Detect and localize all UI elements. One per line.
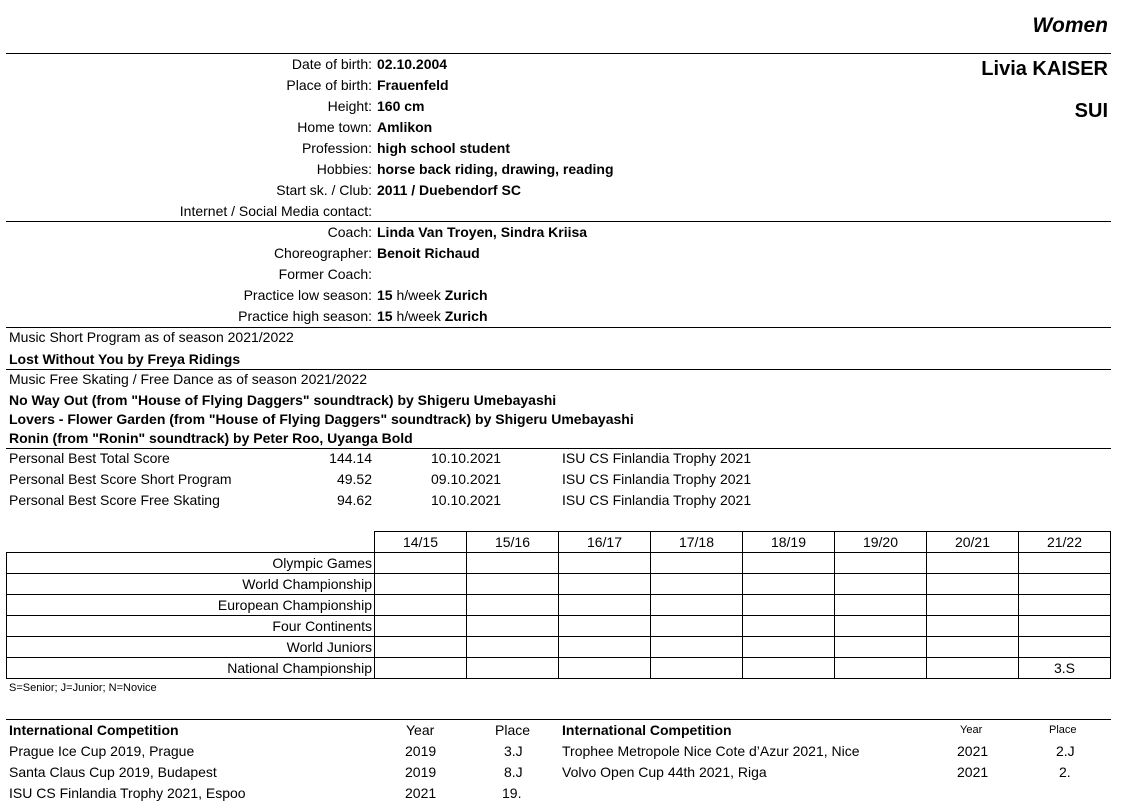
- result-cell: [927, 658, 1019, 679]
- level-legend: S=Senior; J=Junior; N=Novice: [9, 682, 157, 694]
- result-cell: [835, 658, 927, 679]
- dob-label: Date of birth:: [291, 56, 372, 72]
- result-cell: [743, 658, 835, 679]
- championship-label: Olympic Games: [7, 553, 375, 574]
- category-title: Women: [1032, 14, 1108, 37]
- pb-event: ISU CS Finlandia Trophy 2021: [562, 492, 752, 508]
- intl-year: 2021: [957, 743, 989, 759]
- pb-label: Personal Best Score Free Skating: [9, 492, 220, 508]
- intl-place: 3.J: [504, 743, 523, 759]
- result-cell: [927, 553, 1019, 574]
- result-cell: [467, 595, 559, 616]
- result-cell: [375, 574, 467, 595]
- intl-competition: Prague Ice Cup 2019, Prague: [9, 743, 195, 759]
- coach-value: Linda Van Troyen, Sindra Kriisa: [377, 224, 588, 240]
- dob-value: 02.10.2004: [377, 56, 448, 72]
- result-cell: [467, 574, 559, 595]
- result-cell: [467, 658, 559, 679]
- intl-place: 2.J: [1056, 743, 1075, 759]
- height-value: 160 cm: [377, 98, 425, 114]
- sp-music-heading: Music Short Program as of season 2021/2022: [9, 329, 294, 345]
- result-cell: [467, 616, 559, 637]
- result-cell: [927, 616, 1019, 637]
- fs-music-item: No Way Out (from "House of Flying Daggers" soundtrack) by Shigeru Umebayashi: [9, 392, 557, 408]
- result-cell: [1019, 574, 1111, 595]
- pb-event: ISU CS Finlandia Trophy 2021: [562, 450, 752, 466]
- choreographer-value: Benoit Richaud: [377, 245, 480, 261]
- result-cell: [1019, 637, 1111, 658]
- pb-label: Personal Best Score Short Program: [9, 471, 232, 487]
- result-cell: [743, 574, 835, 595]
- fs-music-item: Lovers - Flower Garden (from "House of Flying Daggers" soundtrack) by Shigeru Umebayashi: [9, 411, 634, 427]
- profession-value: high school student: [377, 140, 510, 156]
- club-value: 2011 / Duebendorf SC: [377, 182, 521, 198]
- season-header: 18/19: [743, 532, 835, 553]
- practice-high-value: 15 h/week Zurich: [377, 308, 488, 324]
- result-cell: [1019, 595, 1111, 616]
- former-coach-label: Former Coach:: [278, 266, 372, 282]
- pb-label: Personal Best Total Score: [9, 450, 170, 466]
- intl-place: 8.J: [504, 764, 523, 780]
- season-header: 15/16: [467, 532, 559, 553]
- practice-high-label: Practice high season:: [238, 308, 372, 324]
- championship-label: World Juniors: [7, 637, 375, 658]
- season-header: 16/17: [559, 532, 651, 553]
- result-cell: [1019, 616, 1111, 637]
- result-cell: [559, 574, 651, 595]
- season-header: 19/20: [835, 532, 927, 553]
- divider: [6, 448, 1111, 449]
- hobbies-label: Hobbies:: [316, 161, 372, 177]
- result-cell: [467, 553, 559, 574]
- choreographer-label: Choreographer:: [273, 245, 372, 261]
- pb-score: 144.14: [329, 450, 372, 466]
- intl-year: 2021: [405, 785, 437, 801]
- intl-competition: Volvo Open Cup 44th 2021, Riga: [562, 764, 767, 780]
- pb-date: 10.10.2021: [431, 492, 502, 508]
- pb-event: ISU CS Finlandia Trophy 2021: [562, 471, 752, 487]
- social-label: Internet / Social Media contact:: [179, 203, 372, 219]
- table-row: [7, 574, 1111, 595]
- result-cell: [375, 595, 467, 616]
- result-cell: [651, 595, 743, 616]
- result-cell: [375, 658, 467, 679]
- pb-date: 09.10.2021: [431, 471, 502, 487]
- championship-table: [6, 531, 1111, 679]
- result-cell: [651, 553, 743, 574]
- result-cell: [835, 574, 927, 595]
- intl-header-place: Place: [495, 722, 531, 738]
- result-cell: [375, 616, 467, 637]
- result-cell: [835, 553, 927, 574]
- result-cell: [467, 637, 559, 658]
- intl-header-competition: International Competition: [562, 722, 732, 738]
- result-cell: [375, 637, 467, 658]
- hobbies-value: horse back riding, drawing, reading: [377, 161, 614, 177]
- season-header-row: [7, 532, 1111, 553]
- result-cell: [651, 637, 743, 658]
- result-cell: [927, 574, 1019, 595]
- result-cell: [559, 658, 651, 679]
- hometown-value: Amlikon: [377, 119, 433, 135]
- sp-music-item: Lost Without You by Freya Ridings: [9, 351, 241, 367]
- table-row: [7, 553, 1111, 574]
- result-cell: [927, 595, 1019, 616]
- result-cell: [835, 637, 927, 658]
- result-cell: [743, 595, 835, 616]
- championship-label: National Championship: [7, 658, 375, 679]
- coach-label: Coach:: [327, 224, 372, 240]
- season-header: 17/18: [651, 532, 743, 553]
- championship-label: European Championship: [7, 595, 375, 616]
- result-cell: [743, 616, 835, 637]
- intl-competition: Trophee Metropole Nice Cote d’Azur 2021, Nice: [562, 743, 860, 759]
- result-cell: 3.S: [1019, 658, 1111, 679]
- practice-low-label: Practice low season:: [243, 287, 372, 303]
- pob-label: Place of birth:: [286, 77, 372, 93]
- result-cell: [651, 574, 743, 595]
- result-cell: [1019, 553, 1111, 574]
- season-header: 20/21: [927, 532, 1019, 553]
- result-cell: [559, 553, 651, 574]
- profession-label: Profession:: [301, 140, 372, 156]
- result-cell: [835, 616, 927, 637]
- championship-label: Four Continents: [7, 616, 375, 637]
- practice-low-value: 15 h/week Zurich: [377, 287, 488, 303]
- table-row: [7, 595, 1111, 616]
- hometown-label: Home town:: [297, 119, 372, 135]
- result-cell: [743, 553, 835, 574]
- result-cell: [743, 637, 835, 658]
- result-cell: [559, 616, 651, 637]
- intl-year: 2021: [957, 764, 989, 780]
- intl-place: 19.: [502, 785, 522, 801]
- result-cell: [559, 595, 651, 616]
- pb-score: 94.62: [336, 492, 372, 508]
- intl-competition: ISU CS Finlandia Trophy 2021, Espoo: [9, 785, 246, 801]
- table-row: [7, 658, 1111, 679]
- result-cell: [559, 637, 651, 658]
- fs-music-heading: Music Free Skating / Free Dance as of season 2021/2022: [9, 371, 367, 387]
- club-label: Start sk. / Club:: [276, 182, 372, 198]
- intl-year: 2019: [405, 743, 437, 759]
- pob-value: Frauenfeld: [377, 77, 449, 93]
- intl-year: 2019: [405, 764, 437, 780]
- pb-score: 49.52: [336, 471, 372, 487]
- intl-competition: Santa Claus Cup 2019, Budapest: [9, 764, 217, 780]
- intl-header-year: Year: [406, 722, 435, 738]
- result-cell: [835, 595, 927, 616]
- intl-place: 2.: [1059, 764, 1071, 780]
- athlete-nation: SUI: [1074, 100, 1108, 122]
- height-label: Height:: [327, 98, 372, 114]
- result-cell: [375, 553, 467, 574]
- result-cell: [927, 637, 1019, 658]
- intl-header-competition: International Competition: [9, 722, 179, 738]
- intl-header-year: Year: [960, 724, 983, 736]
- intl-header-place: Place: [1049, 724, 1077, 736]
- season-header: 14/15: [375, 532, 467, 553]
- table-row: [7, 637, 1111, 658]
- result-cell: [651, 616, 743, 637]
- athlete-name: Livia KAISER: [981, 58, 1108, 80]
- table-row: [7, 616, 1111, 637]
- result-cell: [651, 658, 743, 679]
- championship-label: World Championship: [7, 574, 375, 595]
- pb-date: 10.10.2021: [431, 450, 502, 466]
- season-header: 21/22: [1019, 532, 1111, 553]
- fs-music-item: Ronin (from "Ronin" soundtrack) by Peter Roo, Uyanga Bold: [9, 430, 413, 446]
